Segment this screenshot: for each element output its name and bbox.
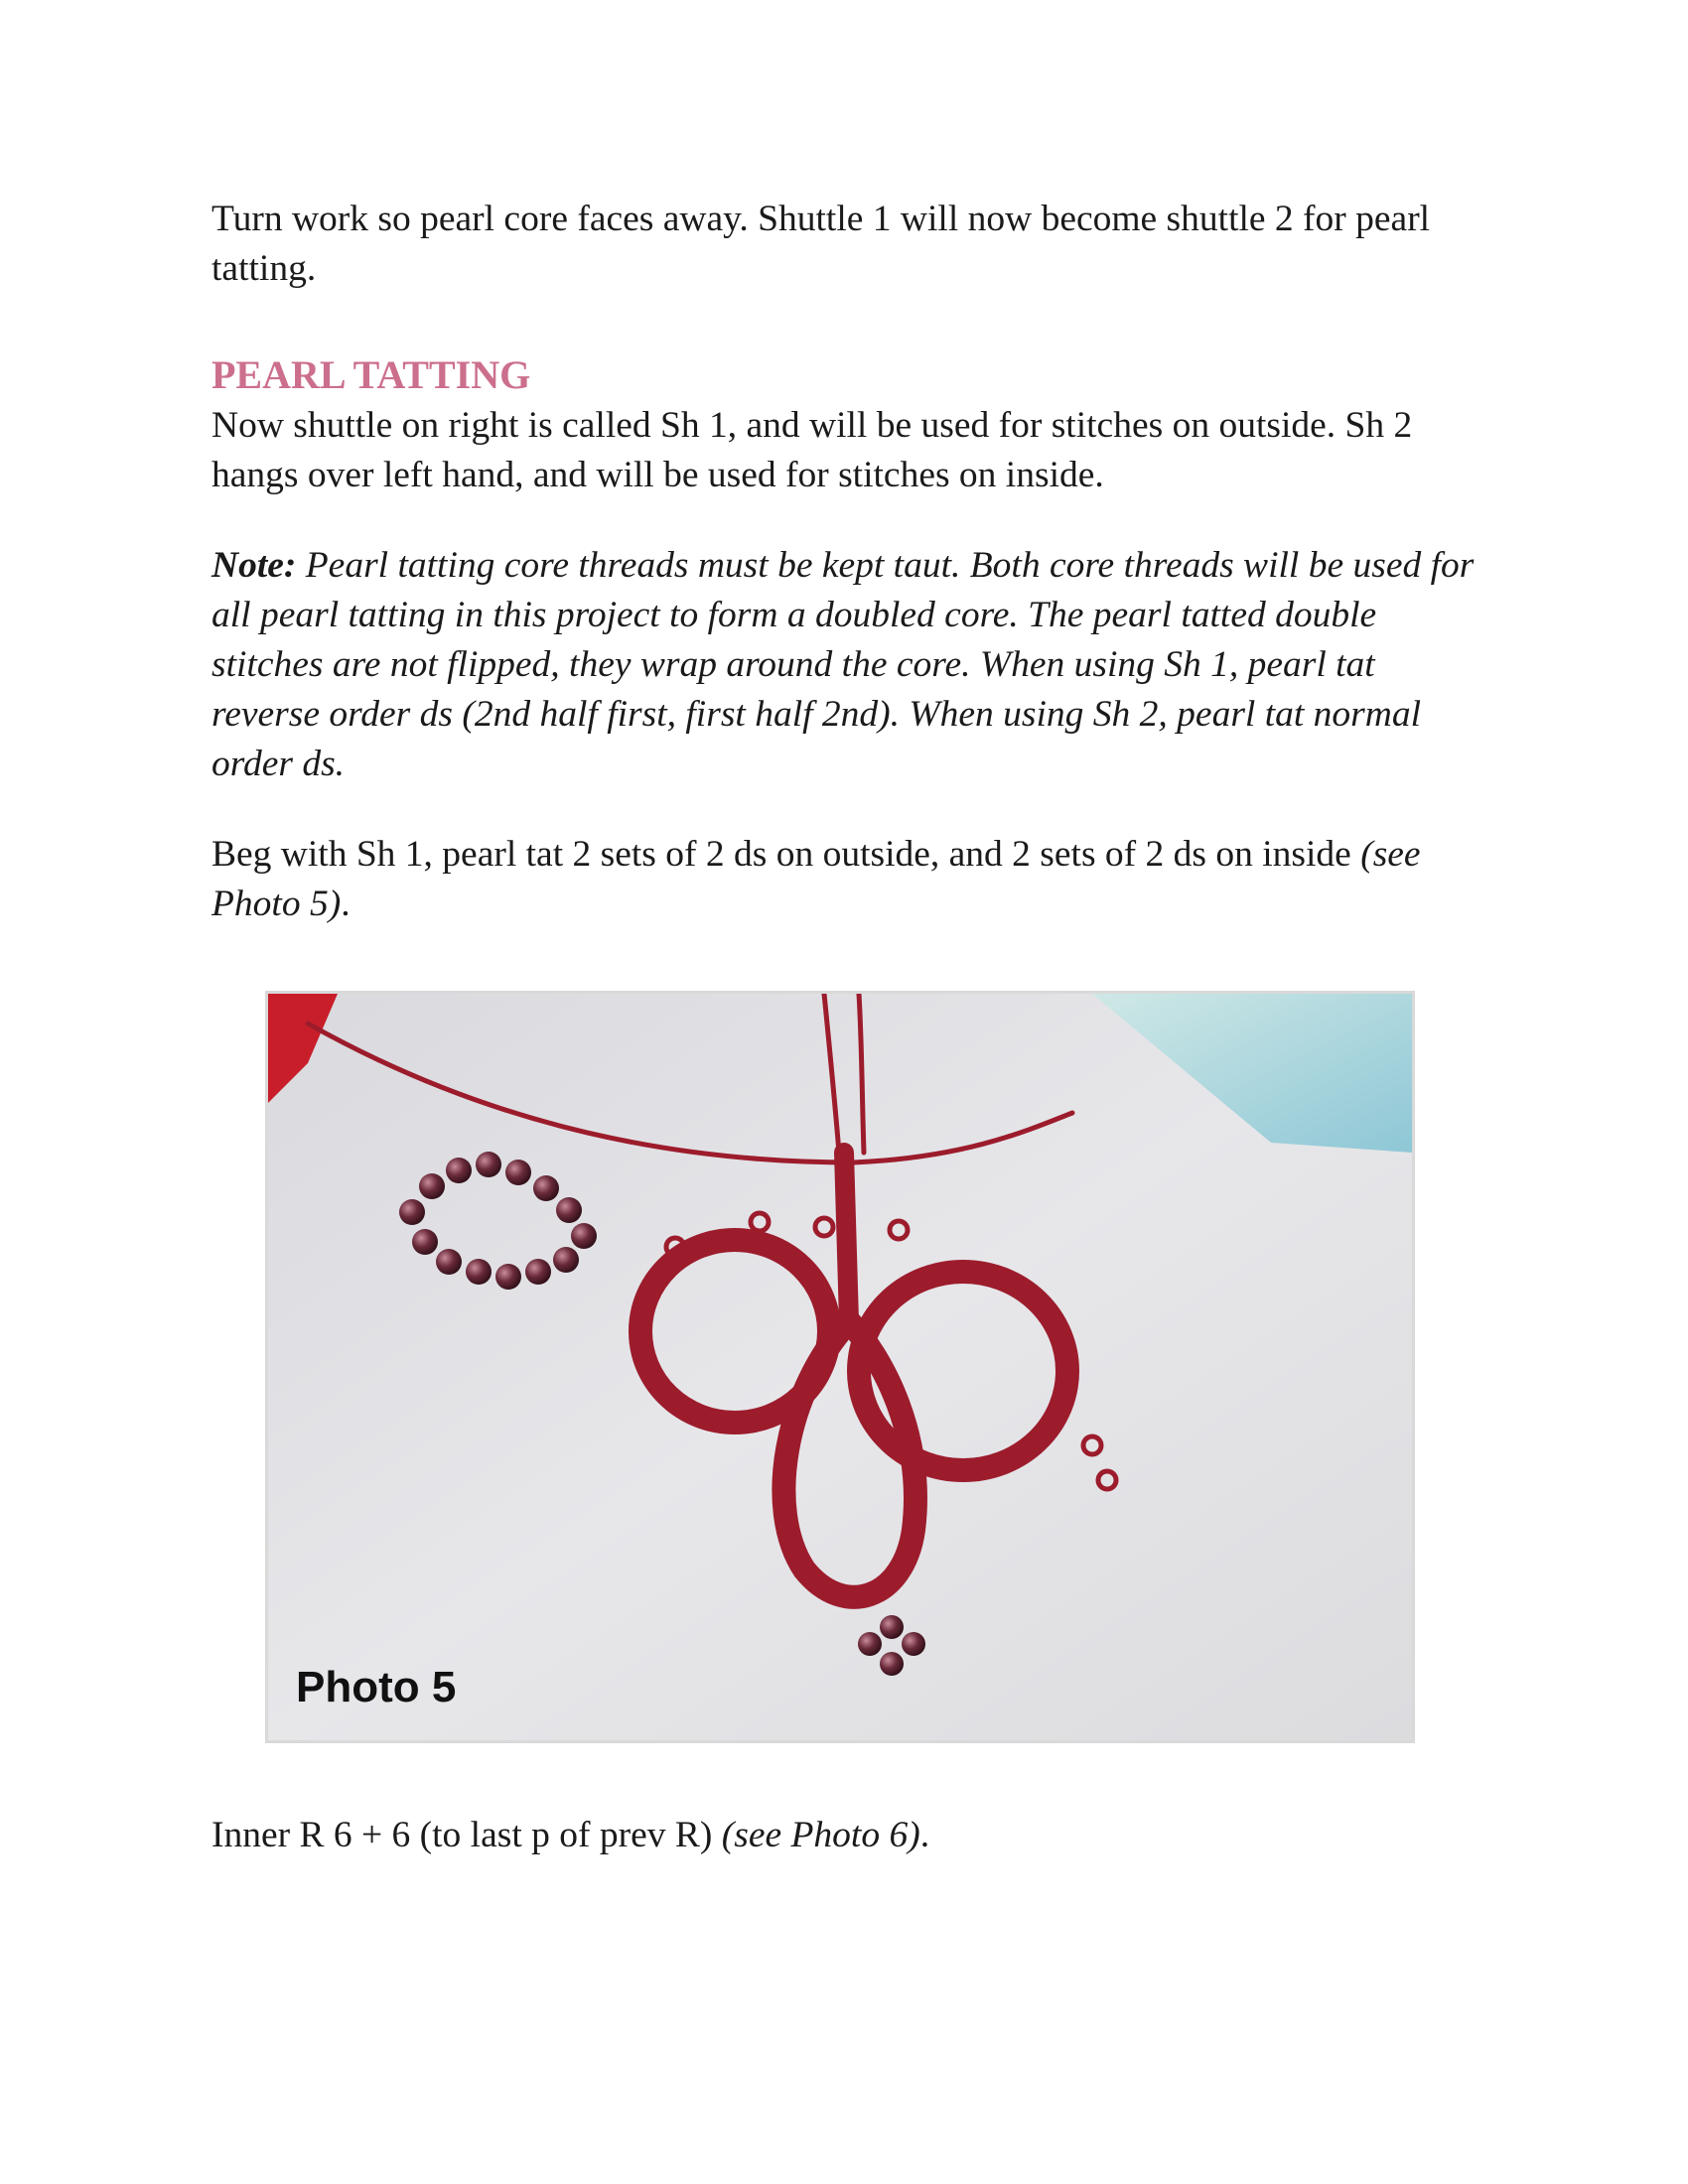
instruction-paragraph-2 (211, 1811, 1492, 1860)
section-heading: PEARL TATTING (211, 352, 531, 397)
instruction-2-photo-ref: (see Photo 6) (721, 1815, 920, 1855)
intro-paragraph: Turn work so pearl core faces away. Shuttle 1 will now become shuttle 2 for pearl tatting. (211, 199, 1431, 289)
instruction-2-end: . (919, 1815, 930, 1855)
document-page (211, 195, 1492, 1860)
note-text: Pearl tatting core threads must be kept taut. Both core threads will be used for all pearl tatting in this project to form a doubled core. The pearl tatted double stitches are not flipped, they wrap around the core. When using Sh 1, pearl tat reverse order ds (2nd half first, first half 2nd). When using Sh 2, pearl tat normal order ds. (211, 545, 1475, 784)
instruction-1-text: Beg with Sh 1, pearl tat 2 sets of 2 ds on outside, and 2 sets of 2 ds on inside (211, 834, 1351, 875)
instruction-1-photo-ref: (see Photo 5) (211, 834, 1421, 924)
instruction-1-end: . (341, 884, 351, 924)
note-paragraph (211, 541, 1492, 789)
section-description: Now shuttle on right is called Sh 1, and will be used for stitches on outside. Sh 2 hangs over left hand, and will be used for stitches on inside. (211, 405, 1413, 495)
photo-5 (265, 991, 1415, 1743)
note-label: Note: (211, 545, 297, 586)
tatting-photo-illustration (268, 994, 1412, 1740)
instruction-2-text: Inner R 6 + 6 (to last p of prev R) (211, 1815, 713, 1855)
instruction-paragraph-1 (211, 830, 1492, 929)
photo-label: Photo 5 (296, 1663, 457, 1711)
